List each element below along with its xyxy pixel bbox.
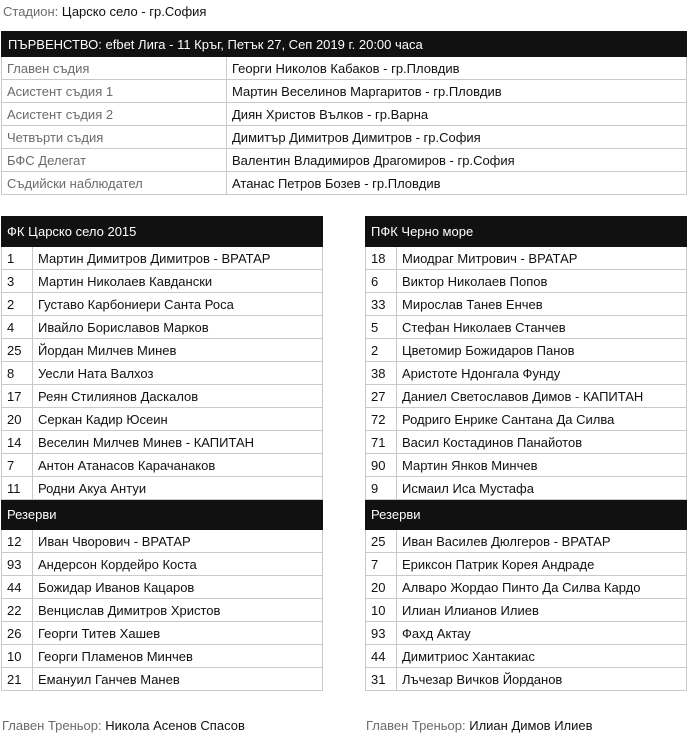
official-row: [2, 149, 687, 172]
player-number: 9: [366, 477, 397, 500]
player-name: Антон Атанасов Карачанаков: [33, 454, 323, 477]
player-number: 7: [366, 553, 397, 576]
player-row: [366, 385, 687, 408]
reserve-row: [2, 622, 323, 645]
player-row: [2, 454, 323, 477]
player-number: 26: [2, 622, 33, 645]
reserve-row: [366, 530, 687, 553]
player-name: Виктор Николаев Попов: [397, 270, 687, 293]
player-name: Стефан Николаев Станчев: [397, 316, 687, 339]
player-name: Уесли Ната Валхоз: [33, 362, 323, 385]
official-name: Димитър Димитров Димитров - гр.София: [227, 126, 687, 149]
away-team-name: ПФК Черно море: [366, 217, 687, 247]
player-name: Димитриос Хантакиас: [397, 645, 687, 668]
match-header: ПЪРВЕНСТВО: efbet Лига - 11 Кръг, Петък 27, Сеп 2019 г. 20:00 часа: [2, 32, 687, 57]
player-name: Цветомир Божидаров Панов: [397, 339, 687, 362]
reserve-row: [366, 576, 687, 599]
player-row: [366, 293, 687, 316]
player-number: 2: [366, 339, 397, 362]
player-name: Аристоте Ндонгала Фунду: [397, 362, 687, 385]
player-number: 11: [2, 477, 33, 500]
player-number: 25: [2, 339, 33, 362]
player-name: Ивайло Бориславов Марков: [33, 316, 323, 339]
officials-body: [2, 57, 687, 195]
player-number: 10: [366, 599, 397, 622]
player-row: [366, 454, 687, 477]
player-name: Иван Чворович - ВРАТАР: [33, 530, 323, 553]
player-name: Лъчезар Вичков Йорданов: [397, 668, 687, 691]
player-name: Васил Костадинов Панайотов: [397, 431, 687, 454]
official-name: Мартин Веселинов Маргаритов - гр.Пловдив: [227, 80, 687, 103]
player-name: Родриго Енрике Сантана Да Силва: [397, 408, 687, 431]
reserve-row: [366, 668, 687, 691]
official-row: [2, 57, 687, 80]
away-coach-label: Главен Треньор:: [366, 718, 466, 733]
player-number: 22: [2, 599, 33, 622]
away-reserves-label: Резерви: [366, 500, 687, 530]
player-number: 4: [2, 316, 33, 339]
away-coach-name: Илиан Димов Илиев: [469, 718, 593, 733]
player-row: [366, 316, 687, 339]
reserve-row: [366, 622, 687, 645]
official-name: Георги Николов Кабаков - гр.Пловдив: [227, 57, 687, 80]
player-name: Фахд Актау: [397, 622, 687, 645]
home-reserves-label: Резерви: [2, 500, 323, 530]
player-number: 25: [366, 530, 397, 553]
player-name: Исмаил Иса Мустафа: [397, 477, 687, 500]
home-team-header-row: [2, 217, 323, 247]
player-number: 27: [366, 385, 397, 408]
player-number: 1: [2, 247, 33, 270]
player-row: [2, 477, 323, 500]
reserve-row: [366, 599, 687, 622]
official-row: [2, 172, 687, 195]
official-role: Съдийски наблюдател: [2, 172, 227, 195]
player-name: Мартин Димитров Димитров - ВРАТАР: [33, 247, 323, 270]
official-name: Валентин Владимиров Драгомиров - гр.София: [227, 149, 687, 172]
player-name: Серкан Кадир Юсеин: [33, 408, 323, 431]
player-name: Иван Василев Дюлгеров - ВРАТАР: [397, 530, 687, 553]
home-coach-label: Главен Треньор:: [2, 718, 102, 733]
player-number: 6: [366, 270, 397, 293]
reserve-row: [2, 576, 323, 599]
player-row: [366, 477, 687, 500]
home-team-name: ФК Царско село 2015: [2, 217, 323, 247]
player-number: 20: [2, 408, 33, 431]
home-reserves-header-row: [2, 500, 323, 530]
player-number: 8: [2, 362, 33, 385]
reserve-row: [366, 645, 687, 668]
officials-table: [1, 31, 687, 195]
player-row: [366, 362, 687, 385]
stadium-info: [3, 4, 206, 19]
player-name: Емануил Ганчев Манев: [33, 668, 323, 691]
away-coach: [366, 718, 593, 733]
player-number: 90: [366, 454, 397, 477]
reserve-row: [2, 530, 323, 553]
player-row: [366, 408, 687, 431]
player-row: [366, 339, 687, 362]
official-name: Атанас Петров Бозев - гр.Пловдив: [227, 172, 687, 195]
player-name: Миодраг Митрович - ВРАТАР: [397, 247, 687, 270]
reserve-row: [366, 553, 687, 576]
player-number: 7: [2, 454, 33, 477]
reserve-row: [2, 668, 323, 691]
player-number: 14: [2, 431, 33, 454]
player-name: Густаво Карбониери Санта Роса: [33, 293, 323, 316]
player-row: [2, 316, 323, 339]
player-number: 18: [366, 247, 397, 270]
player-row: [366, 270, 687, 293]
player-name: Мартин Николаев Кавдански: [33, 270, 323, 293]
player-number: 44: [2, 576, 33, 599]
away-team-table: [365, 216, 687, 691]
player-name: Веселин Милчев Минев - КАПИТАН: [33, 431, 323, 454]
player-name: Божидар Иванов Кацаров: [33, 576, 323, 599]
player-name: Родни Акуа Антуи: [33, 477, 323, 500]
away-reserves-header-row: [366, 500, 687, 530]
official-role: Главен съдия: [2, 57, 227, 80]
reserve-row: [2, 645, 323, 668]
official-row: [2, 103, 687, 126]
player-number: 5: [366, 316, 397, 339]
player-number: 10: [2, 645, 33, 668]
reserve-row: [2, 553, 323, 576]
player-row: [2, 270, 323, 293]
player-name: Венцислав Димитров Христов: [33, 599, 323, 622]
player-name: Йордан Милчев Минев: [33, 339, 323, 362]
official-role: Асистент съдия 1: [2, 80, 227, 103]
player-row: [2, 408, 323, 431]
player-number: 33: [366, 293, 397, 316]
player-name: Андерсон Кордейро Коста: [33, 553, 323, 576]
player-row: [2, 293, 323, 316]
player-number: 2: [2, 293, 33, 316]
stadium-label: Стадион:: [3, 4, 59, 19]
player-row: [2, 385, 323, 408]
player-name: Георги Титев Хашев: [33, 622, 323, 645]
player-row: [2, 431, 323, 454]
player-name: Ериксон Патрик Корея Андраде: [397, 553, 687, 576]
player-number: 12: [2, 530, 33, 553]
player-name: Илиан Илианов Илиев: [397, 599, 687, 622]
away-team-header-row: [366, 217, 687, 247]
player-number: 72: [366, 408, 397, 431]
player-row: [366, 431, 687, 454]
player-number: 21: [2, 668, 33, 691]
player-number: 93: [366, 622, 397, 645]
player-row: [2, 362, 323, 385]
player-number: 31: [366, 668, 397, 691]
player-name: Алваро Жордао Пинто Да Силва Кардо: [397, 576, 687, 599]
player-name: Георги Пламенов Минчев: [33, 645, 323, 668]
official-role: БФС Делегат: [2, 149, 227, 172]
player-number: 44: [366, 645, 397, 668]
reserve-row: [2, 599, 323, 622]
player-number: 71: [366, 431, 397, 454]
player-name: Мартин Янков Минчев: [397, 454, 687, 477]
player-number: 93: [2, 553, 33, 576]
player-name: Реян Стилиянов Даскалов: [33, 385, 323, 408]
player-name: Мирослав Танев Енчев: [397, 293, 687, 316]
player-number: 17: [2, 385, 33, 408]
player-number: 3: [2, 270, 33, 293]
home-team-table: [1, 216, 323, 691]
player-name: Даниел Светославов Димов - КАПИТАН: [397, 385, 687, 408]
official-row: [2, 80, 687, 103]
official-role: Асистент съдия 2: [2, 103, 227, 126]
player-number: 38: [366, 362, 397, 385]
official-row: [2, 126, 687, 149]
official-name: Диян Христов Вълков - гр.Варна: [227, 103, 687, 126]
player-row: [2, 247, 323, 270]
home-team-body: [2, 217, 323, 691]
player-row: [366, 247, 687, 270]
player-number: 20: [366, 576, 397, 599]
stadium-value: Царско село - гр.София: [61, 4, 207, 19]
away-team-body: [366, 217, 687, 691]
home-coach-name: Никола Асенов Спасов: [105, 718, 245, 733]
official-role: Четвърти съдия: [2, 126, 227, 149]
player-row: [2, 339, 323, 362]
home-coach: [2, 718, 245, 733]
